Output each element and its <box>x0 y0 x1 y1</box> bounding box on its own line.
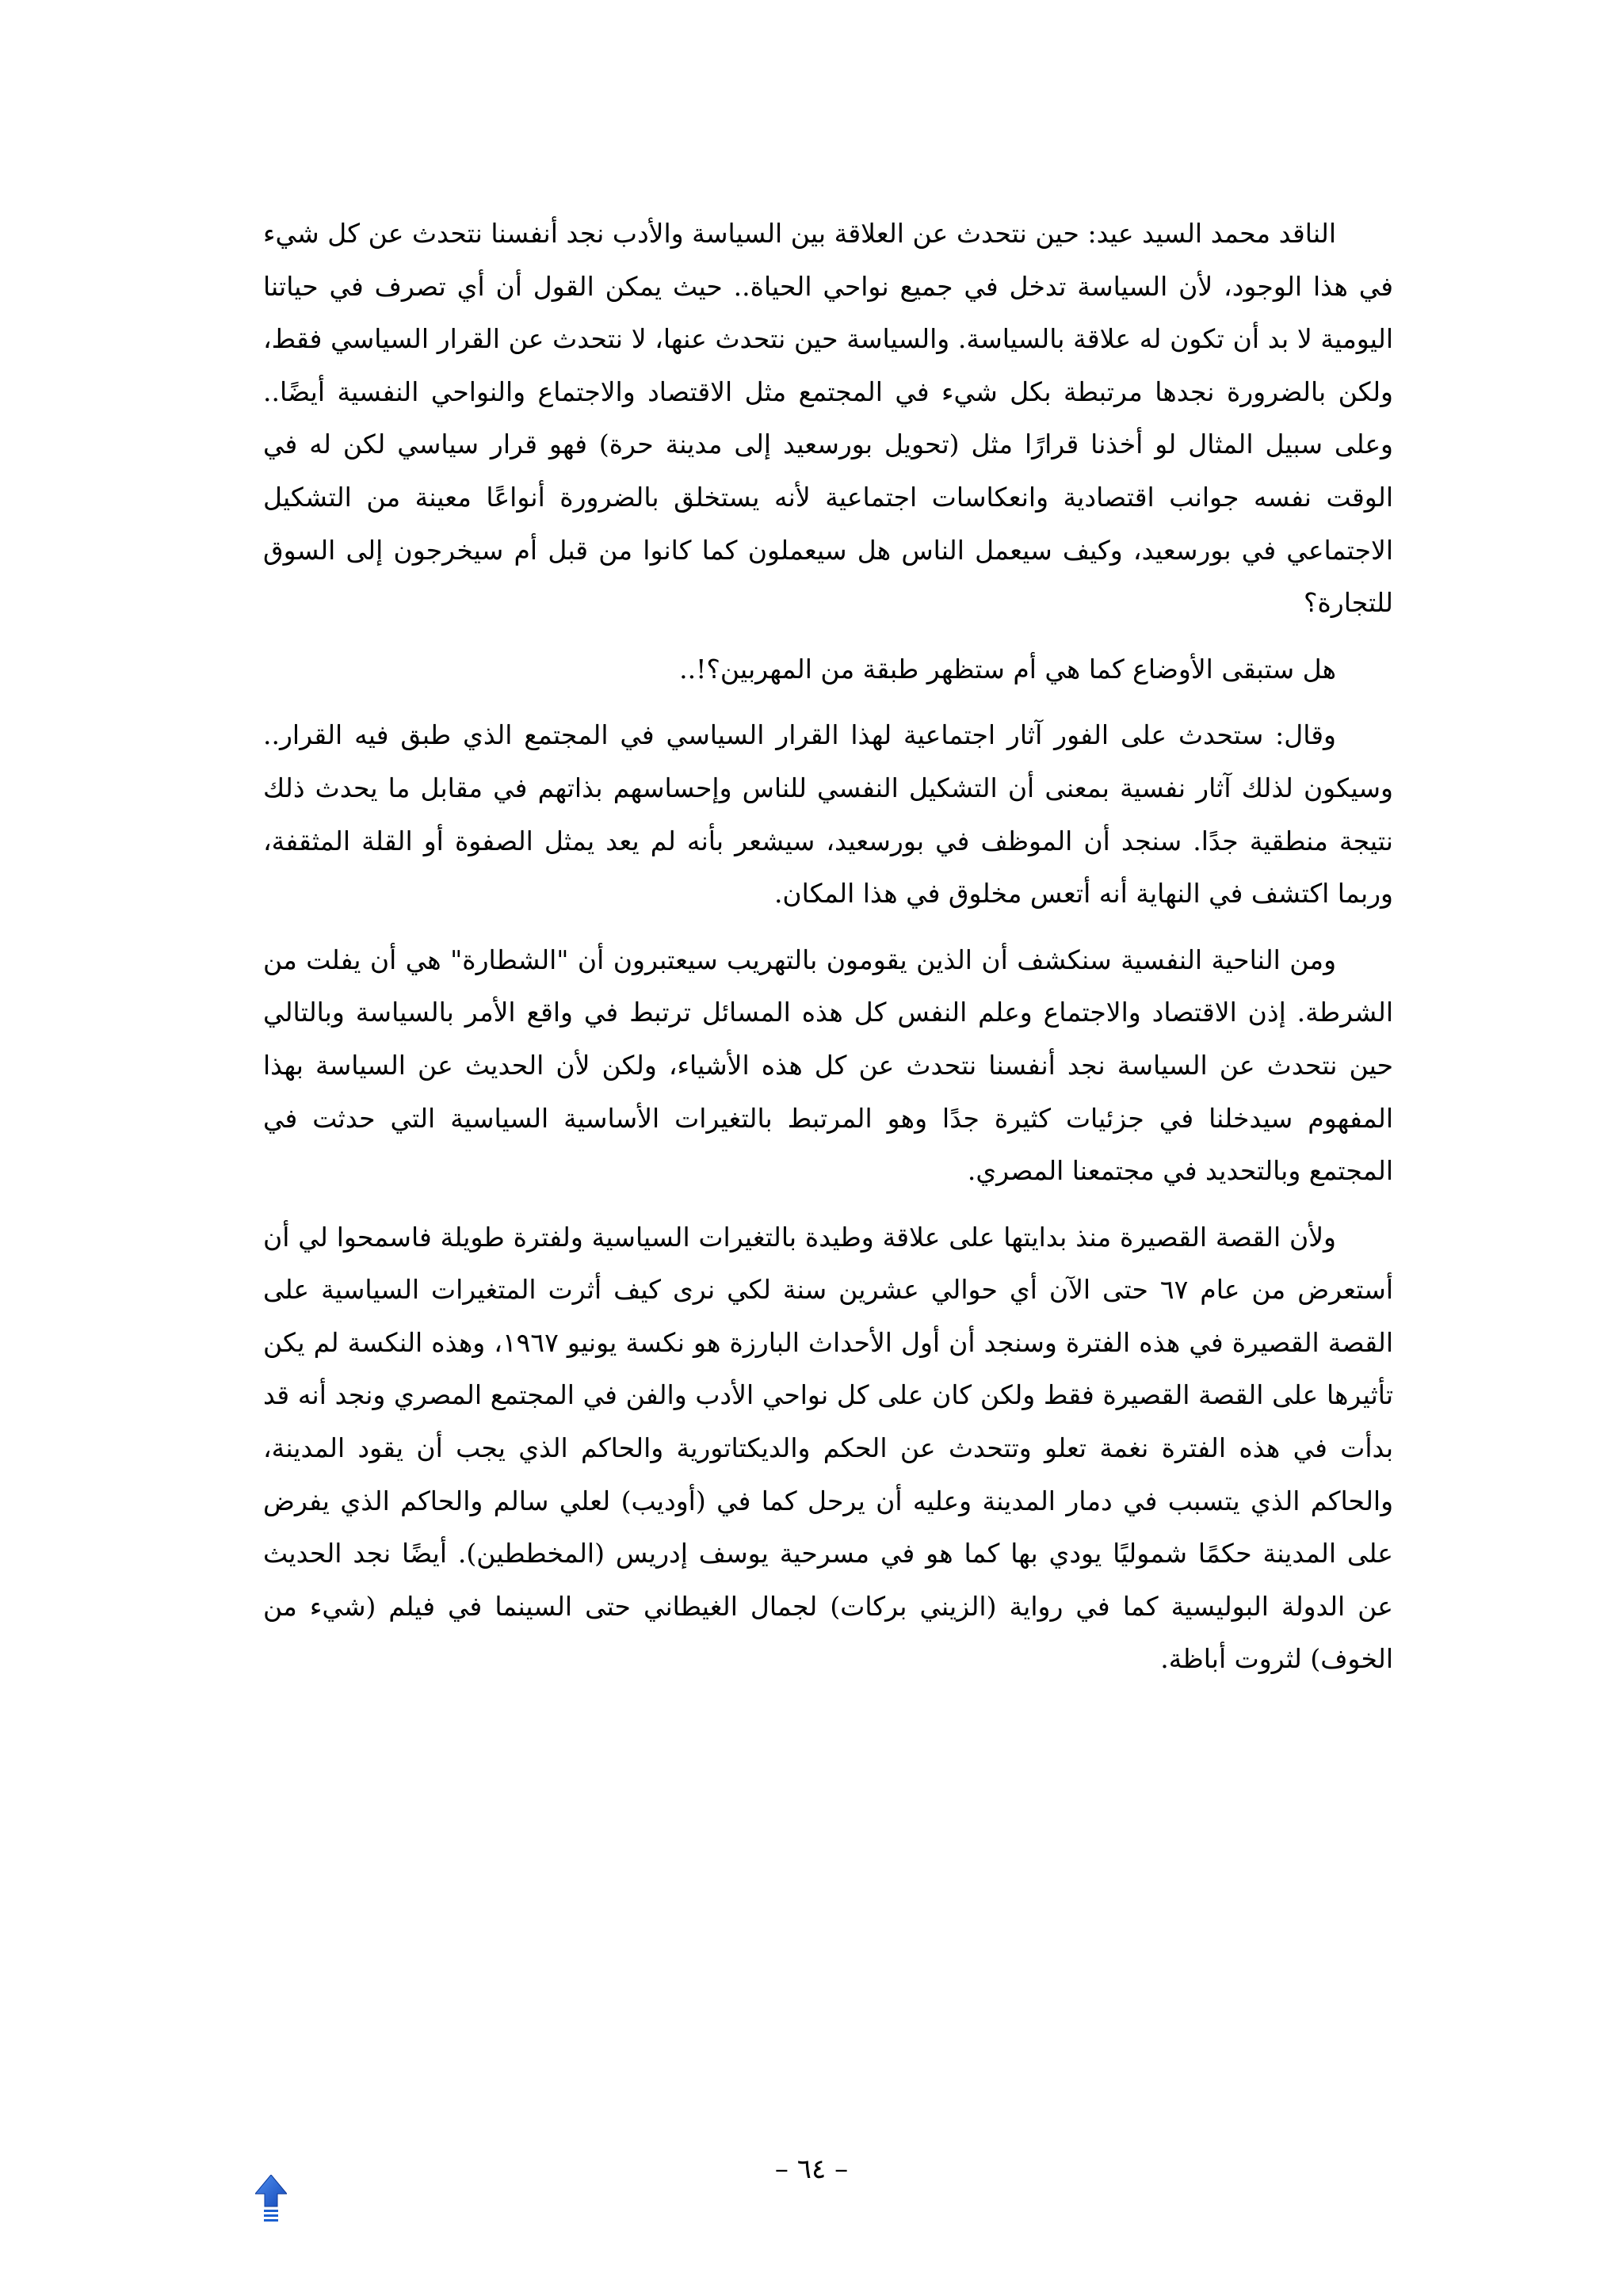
page-body <box>263 208 1393 1686</box>
paragraph-5: ولأن القصة القصيرة منذ بدايتها على علاقة وطيدة بالتغيرات السياسية ولفترة طويلة فاسمحوا لي أن أستعرض من عام ٦٧ حتى الآن أي حوالي عشرين سنة لكي نرى كيف أثرت المتغيرات السياسية على القصة القصيرة في هذه الفترة وسنجد أن أول الأحداث البارزة هو نكسة يونيو ١٩٦٧، وهذه النكسة لم يكن تأثيرها على القصة القصيرة فقط ولكن كان على كل نواحي الأدب والفن في المجتمع المصري ونجد أنه قد بدأت في هذه الفترة نغمة تعلو وتتحدث عن الحكم والديكتاتورية والحاكم الذي يجب أن يقود المدينة، والحاكم الذي يتسبب في دمار المدينة وعليه أن يرحل كما في (أوديب) لعلي سالم والحاكم الذي يفرض على المدينة حكمًا شموليًا يودي بها كما هو في مسرحية يوسف إدريس (المخططين). أيضًا نجد الحديث عن الدولة البوليسية كما في رواية (الزيني بركات) لجمال الغيطاني حتى السينما في فيلم (شيء من الخوف) لثروت أباظة. <box>263 1221 1393 1675</box>
up-arrow-icon[interactable] <box>255 2175 287 2224</box>
paragraph-1: الناقد محمد السيد عيد: حين نتحدث عن العلاقة بين السياسة والأدب نجد أنفسنا نتحدث عن كل شيء في هذا الوجود، لأن السياسة تدخل في جميع نواحي الحياة.. حيث يمكن القول أن أي تصرف في حياتنا اليومية لا بد أن تكون له علاقة بالسياسة. والسياسة حين نتحدث عنها، لا نتحدث عن القرار السياسي فقط، ولكن بالضرورة نجدها مرتبطة بكل شيء في المجتمع مثل الاقتصاد والاجتماع والنواحي النفسية أيضًا.. وعلى سبيل المثال لو أخذنا قرارًا مثل (تحويل بورسعيد إلى مدينة حرة) فهو قرار سياسي لكن له في الوقت نفسه جوانب اقتصادية وانعكاسات اجتماعية لأنه يستخلق بالضرورة أنواعًا معينة من التشكيل الاجتماعي في بورسعيد، وكيف سيعمل الناس هل سيعملون كما كانوا من قبل أم سيخرجون إلى السوق للتجارة؟ <box>263 218 1393 619</box>
page-number: – ٦٤ – <box>774 2153 849 2185</box>
paragraph-2: هل ستبقى الأوضاع كما هي أم ستظهر طبقة من المهربين؟!.. <box>679 653 1336 685</box>
paragraph-4: ومن الناحية النفسية سنكشف أن الذين يقومون بالتهريب سيعتبرون أن "الشطارة" هي أن يفلت من الشرطة. إذن الاقتصاد والاجتماع وعلم النفس كل هذه المسائل ترتبط في واقع الأمر بالسياسة وبالتالي حين نتحدث عن السياسة نجد أنفسنا نتحدث عن كل هذه الأشياء، ولكن لأن الحديث عن السياسة بهذا المفهوم سيدخلنا في جزئيات كثيرة جدًا وهو المرتبط بالتغيرات الأساسية السياسية التي حدثت في المجتمع وبالتحديد في مجتمعنا المصري. <box>263 944 1393 1187</box>
paragraph-3: وقال: ستحدث على الفور آثار اجتماعية لهذا القرار السياسي في المجتمع الذي طبق فيه القرار.. وسيكون لذلك آثار نفسية بمعنى أن التشكيل النفسي للناس وإحساسهم بذاتهم في مقابل ما يحدث ذلك نتيجة منطقية جدًا. سنجد أن الموظف في بورسعيد، سيشعر بأنه لم يعد يمثل الصفوة أو القلة المثقفة، وربما اكتشف في النهاية أنه أتعس مخلوق في هذا المكان. <box>263 719 1393 910</box>
